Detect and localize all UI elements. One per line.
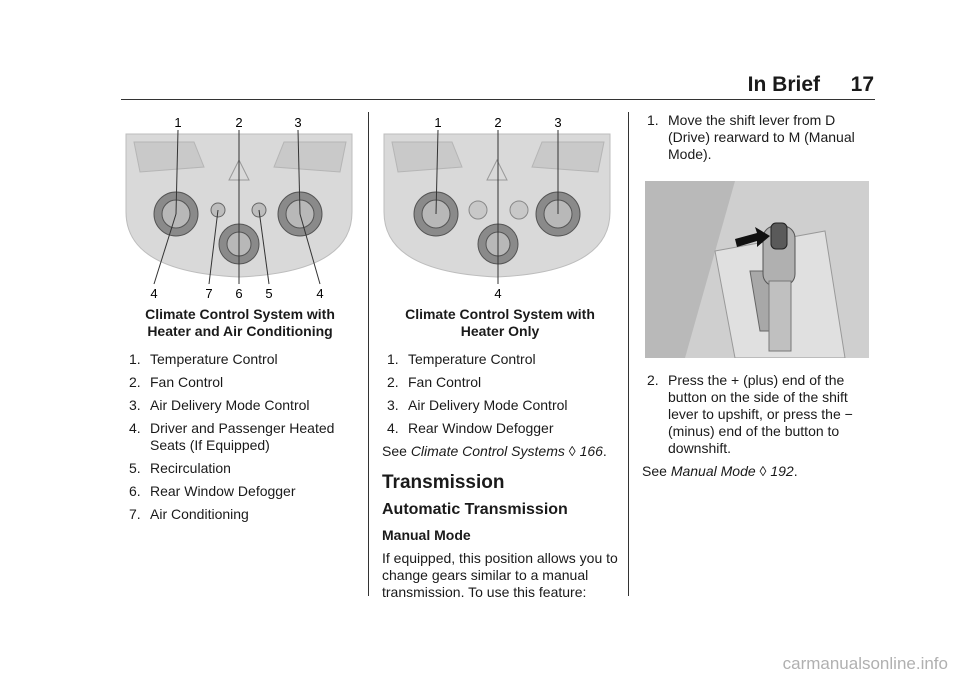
list-item: 1. Temperature Control [387, 351, 536, 367]
heater-panel-illustration [382, 112, 614, 302]
shift-lever-photo [645, 181, 869, 358]
steps-list-2 [642, 372, 874, 457]
page-header [0, 0, 960, 100]
figure-caption [124, 306, 356, 340]
callout-2: 2 [494, 115, 502, 130]
callout-7: 7 [205, 286, 213, 301]
callout-1: 1 [174, 115, 182, 130]
callout-4b: 4 [316, 286, 324, 301]
callout-6: 6 [235, 286, 243, 301]
ac-control-list [124, 351, 356, 523]
body-paragraph: If equipped, this position allows you to change gears similar to a manual transmission. To use this feature: [382, 550, 618, 600]
list-item: 2. Fan Control [129, 374, 224, 390]
shift-lever-illustration [645, 181, 869, 358]
right-column-lower [642, 372, 874, 480]
callout-3: 3 [294, 115, 302, 130]
subsubsection-heading: Manual Mode [382, 527, 471, 543]
list-item: 4. Rear Window Defogger [387, 420, 554, 436]
heater-climate-control-figure [382, 112, 618, 302]
ac-panel-illustration [124, 112, 356, 302]
watermark: carmanualsonline.info [782, 654, 948, 673]
right-column [642, 112, 874, 169]
callout-5: 5 [265, 286, 273, 301]
list-item: 3. Air Delivery Mode Control [129, 397, 310, 413]
callout-4: 4 [494, 286, 502, 301]
heater-control-list [382, 351, 618, 437]
list-item: 3. Air Delivery Mode Control [387, 397, 568, 413]
cross-reference: See Manual Mode ◊ 192. [642, 463, 798, 479]
subsection-heading: Automatic Transmission [382, 501, 568, 518]
cross-reference-link[interactable]: Manual Mode [670, 463, 756, 479]
section-heading: Transmission [382, 472, 505, 493]
caption-line-1: Climate Control System with [405, 306, 595, 322]
cross-reference: See Climate Control Systems ◊ 166. [382, 443, 607, 459]
section-title: In Brief [747, 73, 820, 96]
page-number: 17 [850, 73, 874, 96]
header-rule [121, 99, 875, 100]
step-item: 1. Move the shift lever from D (Drive) rearward to M (Manual Mode). [647, 112, 855, 162]
page-ref-icon: ◊ [759, 463, 767, 479]
list-item: 5. Recirculation [129, 460, 231, 476]
callout-1: 1 [434, 115, 442, 130]
steps-list-1 [642, 112, 874, 163]
list-item: 1. Temperature Control [129, 351, 278, 367]
ac-climate-control-figure [124, 112, 356, 302]
column-divider-1 [368, 112, 369, 596]
caption-line-2: Heater and Air Conditioning [147, 323, 333, 339]
middle-column [382, 112, 618, 601]
callout-3: 3 [554, 115, 562, 130]
list-item: 7. Air Conditioning [129, 506, 249, 522]
list-item: 6. Rear Window Defogger [129, 483, 296, 499]
caption-line-1: Climate Control System with [145, 306, 335, 322]
left-column [124, 112, 356, 529]
caption-line-2: Heater Only [460, 323, 540, 339]
list-item: 2. Fan Control [387, 374, 482, 390]
cross-reference-link[interactable]: Climate Control Systems [410, 443, 565, 459]
list-item: 4. Driver and Passenger Heated Seats (If Equipped) [129, 420, 335, 453]
page-ref-icon: ◊ [568, 443, 576, 459]
callout-4a: 4 [150, 286, 158, 301]
figure-caption [382, 306, 618, 340]
callout-2: 2 [235, 115, 243, 130]
column-divider-2 [628, 112, 629, 596]
step-item: 2. Press the + (plus) end of the button on the side of the shift lever to upshift, or press the − (minus) end of the button to downshift. [647, 372, 853, 456]
